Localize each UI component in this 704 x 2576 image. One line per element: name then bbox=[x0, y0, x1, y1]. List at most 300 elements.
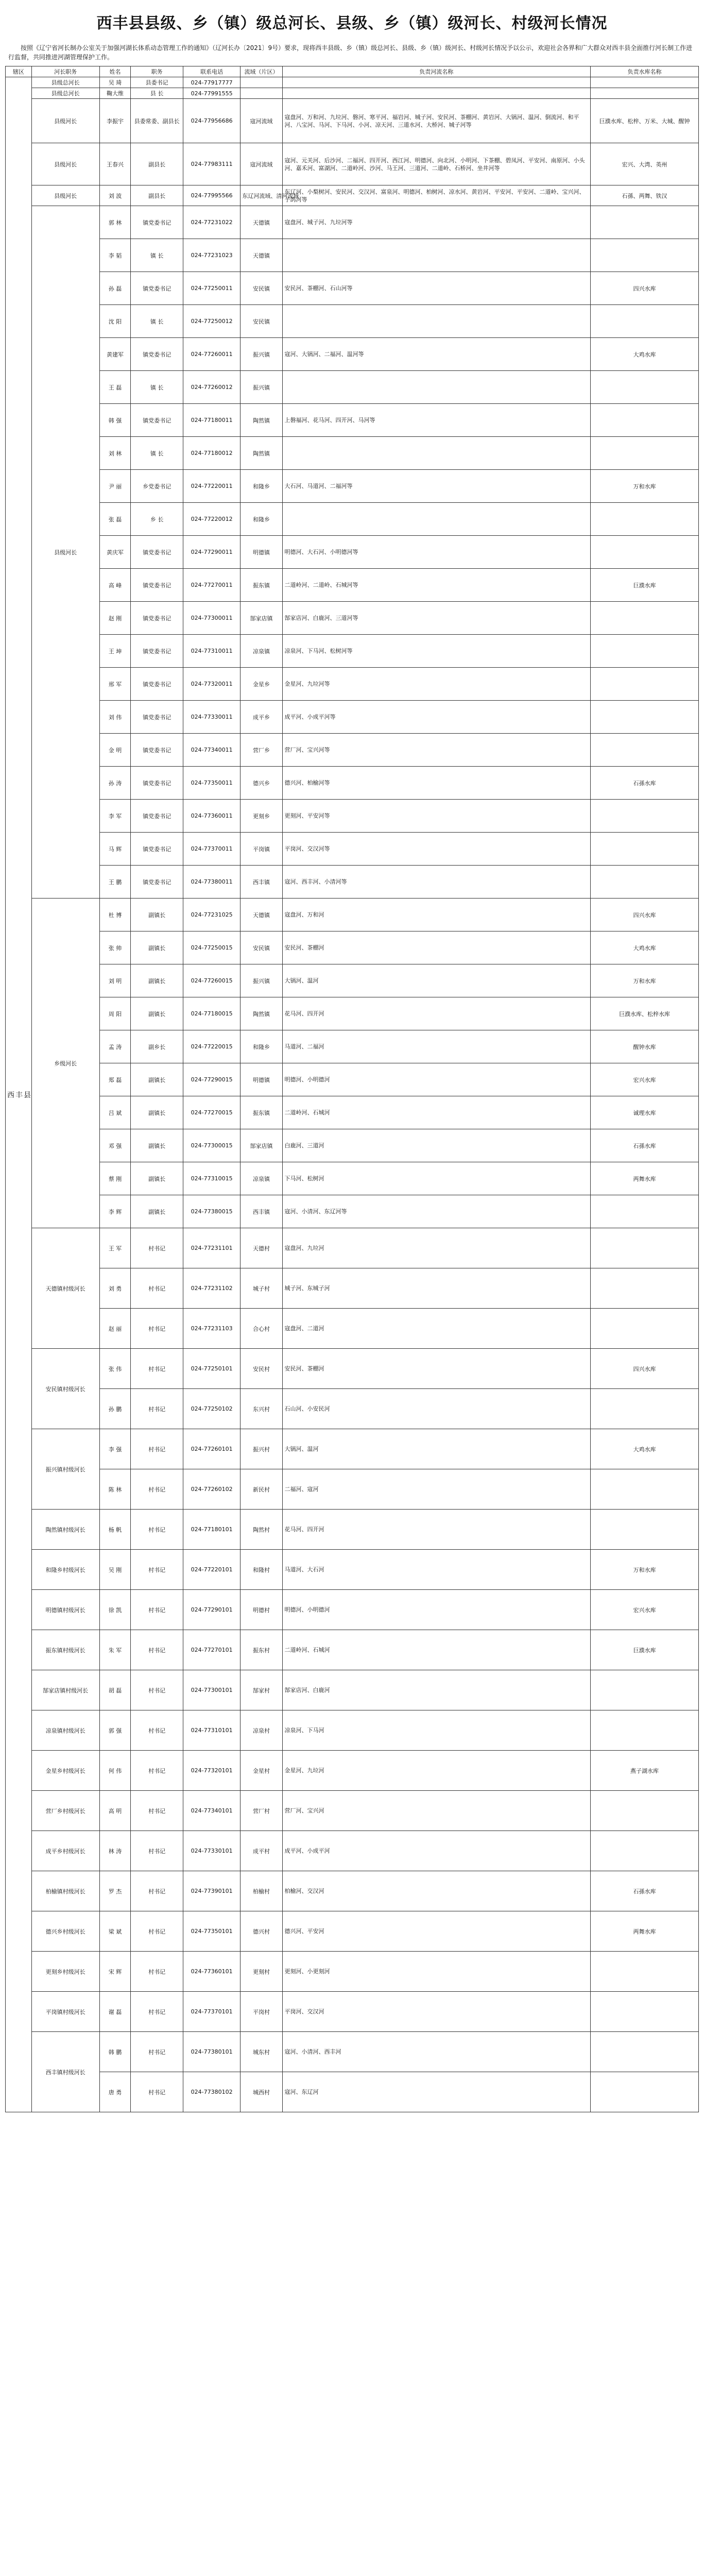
reservoirs-cell bbox=[590, 371, 698, 404]
reservoirs-cell bbox=[590, 668, 698, 701]
document-intro: 按照《辽宁省河长制办公室关于加强河湖长体系动态管理工作的通知》（辽河长办〔2021〕9号）要求，现将西丰县级、乡（镇）级总河长、县级、乡（镇）级河长、村级河长情况予以公示，欢迎社会各界和广大群众对西丰县全面推行河长制工作进行监督，共同推进河湖管理保护工作。 bbox=[8, 44, 693, 61]
table-row bbox=[6, 185, 699, 206]
phone-cell: 024-77380102 bbox=[183, 2072, 241, 2112]
area-cell: 和隆乡 bbox=[241, 1030, 282, 1063]
name-cell: 黄庆军 bbox=[99, 536, 131, 569]
reservoirs-cell: 两舞水库 bbox=[590, 1162, 698, 1195]
job-cell: 乡党委书记 bbox=[131, 470, 183, 503]
rivers-cell: 明德河、小明德河 bbox=[282, 1590, 590, 1630]
table-row bbox=[6, 503, 699, 536]
rivers-cell: 寇盘河、城子河、九垃河等 bbox=[282, 206, 590, 239]
job-cell: 镇党委书记 bbox=[131, 272, 183, 305]
reservoirs-cell bbox=[590, 1309, 698, 1349]
table-row bbox=[6, 1129, 699, 1162]
document-title: 西丰县县级、乡（镇）级总河长、县级、乡（镇）级河长、村级河长情况 bbox=[96, 14, 608, 32]
area-cell: 合心村 bbox=[241, 1309, 282, 1349]
reservoirs-cell bbox=[590, 1469, 698, 1510]
reservoirs-cell: 石孫水库 bbox=[590, 1129, 698, 1162]
reservoirs-cell bbox=[590, 2032, 698, 2072]
phone-cell: 024-77250015 bbox=[183, 931, 241, 964]
name-cell: 徐 凯 bbox=[99, 1590, 131, 1630]
section-cell: 德兴乡村级河长 bbox=[31, 1911, 99, 1952]
reservoirs-cell bbox=[590, 2072, 698, 2112]
section-cell: 振兴镇村级河长 bbox=[31, 1429, 99, 1510]
name-cell: 韩 鹏 bbox=[99, 2032, 131, 2072]
job-cell: 镇 长 bbox=[131, 305, 183, 338]
job-cell: 村书记 bbox=[131, 1952, 183, 1992]
area-cell: 凉泉镇 bbox=[241, 1162, 282, 1195]
area-cell: 安民镇 bbox=[241, 305, 282, 338]
rivers-cell: 平岗河、交汉河 bbox=[282, 1992, 590, 2032]
job-cell: 副镇长 bbox=[131, 931, 183, 964]
reservoirs-cell bbox=[590, 1268, 698, 1309]
header-position: 河长职务 bbox=[31, 66, 99, 77]
job-cell: 镇党委书记 bbox=[131, 668, 183, 701]
phone-cell: 024-77260012 bbox=[183, 371, 241, 404]
job-cell: 村书记 bbox=[131, 1389, 183, 1429]
table-row bbox=[6, 99, 699, 143]
rivers-cell: 花马河、四开河 bbox=[282, 997, 590, 1030]
reservoirs-cell: 宏兴水库 bbox=[590, 1063, 698, 1096]
position-cell: 县级河长 bbox=[31, 143, 99, 185]
reservoirs-cell bbox=[590, 305, 698, 338]
table-row bbox=[6, 1550, 699, 1590]
table-row bbox=[6, 1096, 699, 1129]
rivers-cell: 东辽河、小梨树河、安民河、交汉河、富泉河、明德河、柏树河、凉水河、黄岩河、平安河、平安河、二道岭、宝兴河、子鸽河等 bbox=[282, 185, 590, 206]
name-cell: 王 鹏 bbox=[99, 866, 131, 899]
area-cell: 金星乡 bbox=[241, 668, 282, 701]
area-cell: 东辽河流域、清河流域 bbox=[241, 185, 282, 206]
name-cell: 孟 涛 bbox=[99, 1030, 131, 1063]
job-cell: 县委书记 bbox=[131, 77, 183, 88]
name-cell: 孙 磊 bbox=[99, 272, 131, 305]
rivers-cell: 寇盘河、二道河 bbox=[282, 1309, 590, 1349]
table-row bbox=[6, 239, 699, 272]
name-cell: 韩 强 bbox=[99, 404, 131, 437]
table-row bbox=[6, 1630, 699, 1670]
name-cell: 唐 勇 bbox=[99, 2072, 131, 2112]
job-cell: 镇 长 bbox=[131, 239, 183, 272]
position-cell: 县级总河长 bbox=[31, 88, 99, 99]
phone-cell: 024-77180011 bbox=[183, 404, 241, 437]
phone-cell: 024-77370101 bbox=[183, 1992, 241, 2032]
table-row bbox=[6, 833, 699, 866]
reservoirs-cell bbox=[590, 404, 698, 437]
reservoirs-cell bbox=[590, 1831, 698, 1871]
table-row bbox=[6, 1309, 699, 1349]
area-cell: 凉泉村 bbox=[241, 1710, 282, 1751]
phone-cell: 024-77231101 bbox=[183, 1228, 241, 1268]
area-cell: 陶然村 bbox=[241, 1510, 282, 1550]
phone-cell: 024-77330011 bbox=[183, 701, 241, 734]
rivers-cell: 德兴河、柏榆河等 bbox=[282, 767, 590, 800]
phone-cell: 024-77270011 bbox=[183, 569, 241, 602]
table-row bbox=[6, 1063, 699, 1096]
rivers-cell bbox=[282, 371, 590, 404]
name-cell: 朱 军 bbox=[99, 1630, 131, 1670]
job-cell: 副镇长 bbox=[131, 899, 183, 931]
phone-cell: 024-77380015 bbox=[183, 1195, 241, 1228]
phone-cell: 024-77231103 bbox=[183, 1309, 241, 1349]
section-cell: 天德镇村级河长 bbox=[31, 1228, 99, 1349]
table-body bbox=[6, 77, 699, 2112]
phone-cell: 024-77180012 bbox=[183, 437, 241, 470]
table-row bbox=[6, 800, 699, 833]
table-row bbox=[6, 1195, 699, 1228]
job-cell: 村书记 bbox=[131, 1831, 183, 1871]
area-cell: 振东村 bbox=[241, 1630, 282, 1670]
phone-cell: 024-77250011 bbox=[183, 272, 241, 305]
job-cell: 副县长 bbox=[131, 143, 183, 185]
table-row bbox=[6, 338, 699, 371]
table-row bbox=[6, 272, 699, 305]
reservoirs-cell bbox=[590, 1710, 698, 1751]
rivers-cell: 寇河、元关河、后沙河、二福河、四开河、西江河、明德河、向北河、小明河、下茶棚、碧凤河、平安河、南原河、小头河、嘉禾河、富湖河、二道岭河、沙河、马王河、三道河、二道岭、石桥河、坐井河等 bbox=[282, 143, 590, 185]
name-cell: 吴 刚 bbox=[99, 1550, 131, 1590]
section-cell: 更刻乡村级河长 bbox=[31, 1952, 99, 1992]
rivers-cell: 柏榆河、交汉河 bbox=[282, 1871, 590, 1911]
phone-cell: 024-77956686 bbox=[183, 99, 241, 143]
header-county: 辖区 bbox=[6, 66, 32, 77]
job-cell: 村书记 bbox=[131, 1228, 183, 1268]
rivers-cell: 郜家店河、白鹿河、三道河等 bbox=[282, 602, 590, 635]
phone-cell: 024-77360101 bbox=[183, 1952, 241, 1992]
name-cell: 吴 琦 bbox=[99, 77, 131, 88]
rivers-cell: 更刻河、小更刻河 bbox=[282, 1952, 590, 1992]
name-cell: 刘 伟 bbox=[99, 701, 131, 734]
area-cell: 成平村 bbox=[241, 1831, 282, 1871]
table-row bbox=[6, 371, 699, 404]
area-cell: 城东村 bbox=[241, 2032, 282, 2072]
rivers-cell: 马道河、大石河 bbox=[282, 1550, 590, 1590]
phone-cell: 024-77300101 bbox=[183, 1670, 241, 1710]
rivers-cell bbox=[282, 239, 590, 272]
phone-cell: 024-77340011 bbox=[183, 734, 241, 767]
table-row bbox=[6, 1349, 699, 1389]
table-row bbox=[6, 1670, 699, 1710]
reservoirs-cell: 巨濮水库、松梓水库 bbox=[590, 997, 698, 1030]
name-cell: 张 伟 bbox=[99, 1349, 131, 1389]
name-cell: 王 坤 bbox=[99, 635, 131, 668]
section-cell: 乡级河长 bbox=[31, 899, 99, 1228]
rivers-cell: 金星河、九垃河 bbox=[282, 1751, 590, 1791]
job-cell: 村书记 bbox=[131, 1429, 183, 1469]
table-row bbox=[6, 88, 699, 99]
reservoirs-cell: 石孫水库 bbox=[590, 1871, 698, 1911]
job-cell: 村书记 bbox=[131, 1510, 183, 1550]
table-row bbox=[6, 77, 699, 88]
area-cell: 新民村 bbox=[241, 1469, 282, 1510]
rivers-cell bbox=[282, 503, 590, 536]
job-cell: 镇党委书记 bbox=[131, 338, 183, 371]
area-cell bbox=[241, 88, 282, 99]
phone-cell: 024-77290011 bbox=[183, 536, 241, 569]
name-cell: 刘 波 bbox=[99, 185, 131, 206]
name-cell: 胡 磊 bbox=[99, 1670, 131, 1710]
area-cell: 振兴村 bbox=[241, 1429, 282, 1469]
phone-cell: 024-77180101 bbox=[183, 1510, 241, 1550]
job-cell: 镇党委书记 bbox=[131, 833, 183, 866]
table-row bbox=[6, 997, 699, 1030]
phone-cell: 024-77995566 bbox=[183, 185, 241, 206]
phone-cell: 024-77250012 bbox=[183, 305, 241, 338]
section-cell: 振东镇村级河长 bbox=[31, 1630, 99, 1670]
area-cell: 城西村 bbox=[241, 2072, 282, 2112]
reservoirs-cell bbox=[590, 1791, 698, 1831]
name-cell: 李振宇 bbox=[99, 99, 131, 143]
reservoirs-cell: 大鸡水库 bbox=[590, 931, 698, 964]
section-cell: 县级河长 bbox=[31, 206, 99, 899]
area-cell: 郜家村 bbox=[241, 1670, 282, 1710]
area-cell: 金星村 bbox=[241, 1751, 282, 1791]
job-cell: 村书记 bbox=[131, 1670, 183, 1710]
area-cell: 和隆乡 bbox=[241, 470, 282, 503]
reservoirs-cell: 宏兴水库 bbox=[590, 1590, 698, 1630]
rivers-cell: 大锅河、温河 bbox=[282, 964, 590, 997]
table-row bbox=[6, 1469, 699, 1510]
job-cell: 镇党委书记 bbox=[131, 404, 183, 437]
rivers-cell: 凉泉河、下马河、松树河等 bbox=[282, 635, 590, 668]
name-cell: 孙 鹏 bbox=[99, 1389, 131, 1429]
area-cell: 和隆村 bbox=[241, 1550, 282, 1590]
rivers-cell: 寇盘河、万和河 bbox=[282, 899, 590, 931]
table-row bbox=[6, 1992, 699, 2032]
phone-cell: 024-77231023 bbox=[183, 239, 241, 272]
phone-cell: 024-77260015 bbox=[183, 964, 241, 997]
name-cell: 李 辉 bbox=[99, 1195, 131, 1228]
phone-cell: 024-77250101 bbox=[183, 1349, 241, 1389]
rivers-cell: 平岗河、交汉河等 bbox=[282, 833, 590, 866]
name-cell: 郭 林 bbox=[99, 206, 131, 239]
job-cell: 村书记 bbox=[131, 2032, 183, 2072]
reservoirs-cell bbox=[590, 88, 698, 99]
rivers-cell: 寇河、大锅河、二福河、温河等 bbox=[282, 338, 590, 371]
reservoirs-cell bbox=[590, 437, 698, 470]
rivers-cell: 凉泉河、下马河 bbox=[282, 1710, 590, 1751]
reservoirs-cell bbox=[590, 1992, 698, 2032]
rivers-cell: 营厂河、宝兴河 bbox=[282, 1791, 590, 1831]
reservoirs-cell bbox=[590, 206, 698, 239]
river-chief-table bbox=[5, 66, 699, 2112]
rivers-cell: 寇河、小清河、东辽河等 bbox=[282, 1195, 590, 1228]
phone-cell: 024-77360011 bbox=[183, 800, 241, 833]
job-cell: 副镇长 bbox=[131, 1195, 183, 1228]
section-cell: 西丰镇村级河长 bbox=[31, 2032, 99, 2112]
table-row bbox=[6, 1268, 699, 1309]
county-cell: 西丰县 bbox=[6, 77, 32, 2112]
phone-cell: 024-77330101 bbox=[183, 1831, 241, 1871]
rivers-cell: 花马河、四开河 bbox=[282, 1510, 590, 1550]
section-cell: 营厂乡村级河长 bbox=[31, 1791, 99, 1831]
table-row bbox=[6, 404, 699, 437]
name-cell: 宋 辉 bbox=[99, 1952, 131, 1992]
phone-cell: 024-77340101 bbox=[183, 1791, 241, 1831]
job-cell: 镇党委书记 bbox=[131, 635, 183, 668]
area-cell: 陶然镇 bbox=[241, 997, 282, 1030]
name-cell: 郭 强 bbox=[99, 1710, 131, 1751]
section-cell: 和隆乡村级河长 bbox=[31, 1550, 99, 1590]
job-cell: 副镇长 bbox=[131, 1162, 183, 1195]
reservoirs-cell bbox=[590, 536, 698, 569]
job-cell: 村书记 bbox=[131, 1751, 183, 1791]
job-cell: 村书记 bbox=[131, 1992, 183, 2032]
area-cell: 西丰镇 bbox=[241, 1195, 282, 1228]
table-row bbox=[6, 931, 699, 964]
phone-cell: 024-77231102 bbox=[183, 1268, 241, 1309]
rivers-cell: 石山河、小安民河 bbox=[282, 1389, 590, 1429]
job-cell: 乡 长 bbox=[131, 503, 183, 536]
section-cell: 柏榆镇村级河长 bbox=[31, 1871, 99, 1911]
job-cell: 村书记 bbox=[131, 1630, 183, 1670]
header-job: 职务 bbox=[131, 66, 183, 77]
table-row bbox=[6, 1510, 699, 1550]
area-cell: 成平乡 bbox=[241, 701, 282, 734]
reservoirs-cell bbox=[590, 1389, 698, 1429]
reservoirs-cell bbox=[590, 1670, 698, 1710]
job-cell: 副镇长 bbox=[131, 1096, 183, 1129]
rivers-cell bbox=[282, 305, 590, 338]
name-cell: 赵 刚 bbox=[99, 602, 131, 635]
name-cell: 何 伟 bbox=[99, 1751, 131, 1791]
reservoirs-cell: 四兴水库 bbox=[590, 1349, 698, 1389]
rivers-cell: 明德河、大石河、小明德河等 bbox=[282, 536, 590, 569]
name-cell: 王 军 bbox=[99, 1228, 131, 1268]
reservoirs-cell: 石孫、两舞、铁汉 bbox=[590, 185, 698, 206]
name-cell: 王春兴 bbox=[99, 143, 131, 185]
phone-cell: 024-77290015 bbox=[183, 1063, 241, 1096]
job-cell: 村书记 bbox=[131, 1590, 183, 1630]
area-cell: 更刻乡 bbox=[241, 800, 282, 833]
rivers-cell: 二道岭河、石城河 bbox=[282, 1096, 590, 1129]
table-row bbox=[6, 964, 699, 997]
reservoirs-cell: 巨濮水库 bbox=[590, 1630, 698, 1670]
area-cell: 天德镇 bbox=[241, 899, 282, 931]
area-cell: 凉泉镇 bbox=[241, 635, 282, 668]
area-cell: 安民镇 bbox=[241, 272, 282, 305]
phone-cell: 024-77310101 bbox=[183, 1710, 241, 1751]
rivers-cell: 二道岭河、二道岭、石城河等 bbox=[282, 569, 590, 602]
phone-cell: 024-77220101 bbox=[183, 1550, 241, 1590]
phone-cell: 024-77310015 bbox=[183, 1162, 241, 1195]
area-cell: 陶然镇 bbox=[241, 437, 282, 470]
phone-cell: 024-77231022 bbox=[183, 206, 241, 239]
area-cell: 安民镇 bbox=[241, 931, 282, 964]
job-cell: 村书记 bbox=[131, 2072, 183, 2112]
job-cell: 副乡长 bbox=[131, 1030, 183, 1063]
job-cell: 县委常委、副县长 bbox=[131, 99, 183, 143]
job-cell: 村书记 bbox=[131, 1469, 183, 1510]
reservoirs-cell: 石孫水库 bbox=[590, 767, 698, 800]
rivers-cell: 大石河、马道河、二福河等 bbox=[282, 470, 590, 503]
job-cell: 副镇长 bbox=[131, 964, 183, 997]
reservoirs-cell bbox=[590, 1228, 698, 1268]
name-cell: 尹 丽 bbox=[99, 470, 131, 503]
job-cell: 镇党委书记 bbox=[131, 569, 183, 602]
reservoirs-cell: 大鸡水库 bbox=[590, 338, 698, 371]
reservoirs-cell bbox=[590, 1952, 698, 1992]
name-cell: 张 磊 bbox=[99, 503, 131, 536]
area-cell: 天德村 bbox=[241, 1228, 282, 1268]
rivers-cell: 二道岭河、石城河 bbox=[282, 1630, 590, 1670]
phone-cell: 024-77300011 bbox=[183, 602, 241, 635]
phone-cell: 024-77991555 bbox=[183, 88, 241, 99]
rivers-cell: 上磐福河、花马河、四开河、马河等 bbox=[282, 404, 590, 437]
area-cell: 东兴村 bbox=[241, 1389, 282, 1429]
table-row bbox=[6, 1952, 699, 1992]
job-cell: 村书记 bbox=[131, 1710, 183, 1751]
reservoirs-cell bbox=[590, 77, 698, 88]
area-cell: 振兴镇 bbox=[241, 338, 282, 371]
rivers-cell: 寇河、西丰河、小清河等 bbox=[282, 866, 590, 899]
table-row bbox=[6, 767, 699, 800]
job-cell: 县 长 bbox=[131, 88, 183, 99]
phone-cell: 024-77350101 bbox=[183, 1911, 241, 1952]
rivers-cell bbox=[282, 88, 590, 99]
job-cell: 镇 长 bbox=[131, 371, 183, 404]
reservoirs-cell: 宏兴、大湾、英州 bbox=[590, 143, 698, 185]
table-row bbox=[6, 2032, 699, 2072]
table-row bbox=[6, 2072, 699, 2112]
reservoirs-cell: 醒钟水库 bbox=[590, 1030, 698, 1063]
reservoirs-cell: 四兴水库 bbox=[590, 899, 698, 931]
phone-cell: 024-77260102 bbox=[183, 1469, 241, 1510]
table-row bbox=[6, 206, 699, 239]
rivers-cell: 白鹿河、三道河 bbox=[282, 1129, 590, 1162]
phone-cell: 024-77390101 bbox=[183, 1871, 241, 1911]
reservoirs-cell: 燕子湖水库 bbox=[590, 1751, 698, 1791]
area-cell: 城子村 bbox=[241, 1268, 282, 1309]
area-cell: 振东镇 bbox=[241, 1096, 282, 1129]
job-cell: 村书记 bbox=[131, 1349, 183, 1389]
area-cell: 德兴村 bbox=[241, 1911, 282, 1952]
reservoirs-cell: 巨濮水库、松梓、万米、大城、醒钟 bbox=[590, 99, 698, 143]
table-row bbox=[6, 437, 699, 470]
header-name: 姓名 bbox=[99, 66, 131, 77]
table-row bbox=[6, 1911, 699, 1952]
table-row bbox=[6, 734, 699, 767]
rivers-cell bbox=[282, 77, 590, 88]
reservoirs-cell bbox=[590, 866, 698, 899]
name-cell: 高 明 bbox=[99, 1791, 131, 1831]
reservoirs-cell bbox=[590, 239, 698, 272]
phone-cell: 024-77260011 bbox=[183, 338, 241, 371]
table-row bbox=[6, 305, 699, 338]
table-row bbox=[6, 1228, 699, 1268]
reservoirs-cell bbox=[590, 734, 698, 767]
area-cell: 柏榆村 bbox=[241, 1871, 282, 1911]
reservoirs-cell bbox=[590, 1510, 698, 1550]
section-cell: 郜家店镇村级河长 bbox=[31, 1670, 99, 1710]
header-reservoirs: 负责水库名称 bbox=[590, 66, 698, 77]
area-cell: 郜家店镇 bbox=[241, 1129, 282, 1162]
rivers-cell: 寇河、东辽河 bbox=[282, 2072, 590, 2112]
name-cell: 李 强 bbox=[99, 1429, 131, 1469]
header-area: 流域（片区） bbox=[241, 66, 282, 77]
name-cell: 罗 杰 bbox=[99, 1871, 131, 1911]
name-cell: 邢 军 bbox=[99, 668, 131, 701]
job-cell: 镇党委书记 bbox=[131, 536, 183, 569]
area-cell: 天德镇 bbox=[241, 239, 282, 272]
area-cell: 更刻村 bbox=[241, 1952, 282, 1992]
job-cell: 镇党委书记 bbox=[131, 602, 183, 635]
name-cell: 黄建军 bbox=[99, 338, 131, 371]
phone-cell: 024-77380011 bbox=[183, 866, 241, 899]
name-cell: 马 辉 bbox=[99, 833, 131, 866]
rivers-cell: 马道河、二福河 bbox=[282, 1030, 590, 1063]
rivers-cell: 更刻河、平安河等 bbox=[282, 800, 590, 833]
table-row bbox=[6, 899, 699, 931]
table-row bbox=[6, 668, 699, 701]
